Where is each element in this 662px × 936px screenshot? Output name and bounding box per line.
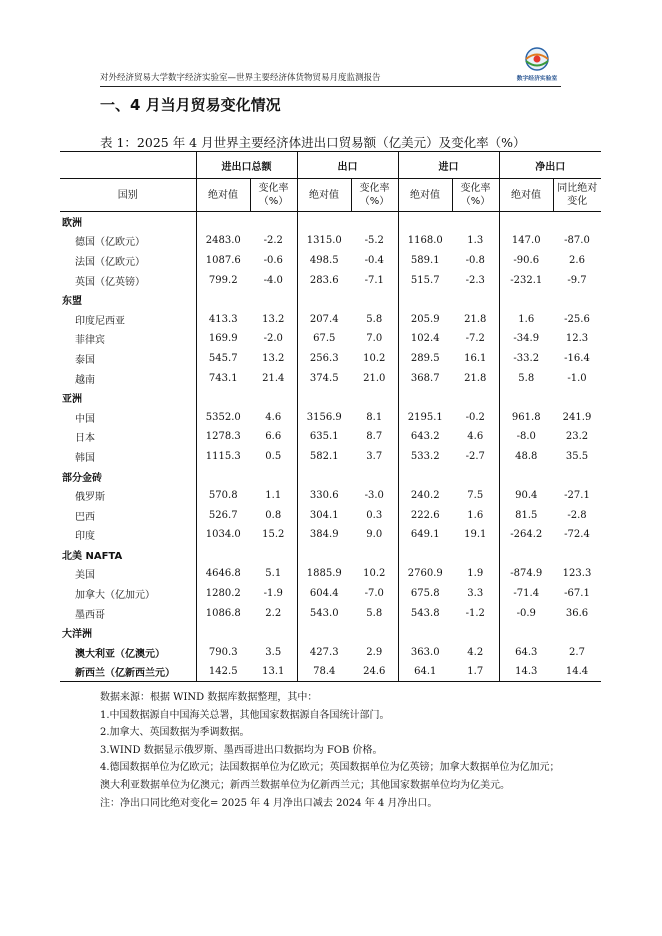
value-cell: -1.9 — [250, 584, 297, 604]
value-cell: 78.4 — [297, 662, 351, 682]
value-cell: 13.2 — [250, 309, 297, 329]
value-cell: 0.5 — [250, 447, 297, 467]
value-cell: -3.0 — [351, 486, 398, 506]
table-row — [60, 329, 601, 349]
value-cell: 7.0 — [351, 329, 398, 349]
value-cell: 35.5 — [565, 450, 589, 462]
value-cell: 1168.0 — [407, 235, 443, 247]
value-cell: 3156.9 — [306, 411, 342, 423]
value-cell: 1280.2 — [205, 588, 241, 600]
note-line: 数据来源：根据 WIND 数据库数据整理，其中： — [100, 692, 318, 703]
table-sub-header — [60, 179, 601, 212]
value-cell: -27.1 — [564, 490, 590, 502]
value-cell: 9.0 — [351, 525, 398, 545]
note-line: 1.中国数据源自中国海关总署，其他国家数据源自各国统计部门。 — [100, 709, 390, 721]
header-rate: 变化率 （%） — [250, 179, 297, 212]
table-row — [60, 349, 601, 369]
value-cell: -71.4 — [513, 588, 540, 600]
empty-cell — [398, 388, 452, 408]
value-cell: 16.1 — [452, 349, 499, 369]
value-cell: -2.3 — [452, 270, 499, 290]
value-cell: 3.3 — [452, 584, 499, 604]
value-cell: 1.9 — [452, 564, 499, 584]
empty-cell — [297, 212, 351, 232]
group-name: 北美 NAFTA — [60, 545, 196, 565]
value-cell: 363.0 — [410, 646, 440, 658]
empty-cell — [499, 388, 553, 408]
value-cell: 8.7 — [351, 427, 398, 447]
table-row — [60, 662, 601, 682]
value-cell: 90.4 — [515, 490, 538, 502]
value-cell: 283.6 — [309, 274, 339, 286]
empty-cell — [351, 623, 398, 643]
group-row — [60, 545, 601, 565]
value-cell: -0.9 — [516, 607, 536, 619]
value-cell: 2483.0 — [205, 235, 241, 247]
country-name: 澳大利亚（亿澳元） — [60, 643, 196, 663]
country-name: 韩国 — [60, 447, 196, 467]
note-line: 注：净出口同比绝对变化= 2025 年 4 月净出口减去 2024 年 4 月净出口。 — [100, 797, 438, 809]
empty-cell — [196, 212, 250, 232]
value-cell: 374.5 — [309, 372, 339, 384]
empty-cell — [553, 290, 601, 310]
empty-cell — [297, 388, 351, 408]
value-cell: 205.9 — [410, 313, 440, 325]
value-cell: -7.1 — [351, 270, 398, 290]
value-cell: 589.1 — [410, 254, 440, 266]
value-cell: 64.3 — [515, 646, 538, 658]
value-cell: 961.8 — [511, 411, 541, 423]
value-cell: 102.4 — [410, 333, 440, 345]
value-cell: -2.2 — [250, 231, 297, 251]
table-row — [60, 270, 601, 290]
value-cell: -4.0 — [250, 270, 297, 290]
table-row — [60, 603, 601, 623]
country-name: 印度 — [60, 525, 196, 545]
value-cell: -7.2 — [452, 329, 499, 349]
empty-cell — [297, 290, 351, 310]
value-cell: 304.1 — [309, 509, 339, 521]
header-text: 对外经济贸易大学数字经济实验室—世界主要经济体货物贸易月度监测报告 — [100, 73, 381, 83]
empty-cell — [297, 623, 351, 643]
empty-cell — [196, 466, 250, 486]
value-cell: 240.2 — [410, 490, 440, 502]
value-cell: 6.6 — [250, 427, 297, 447]
empty-cell — [553, 623, 601, 643]
value-cell: 545.7 — [208, 352, 238, 364]
table-row — [60, 643, 601, 663]
value-cell: 24.6 — [351, 662, 398, 682]
value-cell: -90.6 — [513, 254, 540, 266]
value-cell: 289.5 — [410, 352, 440, 364]
value-cell: 330.6 — [309, 490, 339, 502]
value-cell: -0.8 — [452, 251, 499, 271]
section-title: 一、4 月当月贸易变化情况 — [100, 96, 281, 114]
value-cell: -16.4 — [564, 352, 590, 364]
note-line: 2.加拿大、英国数据为季调数据。 — [100, 727, 250, 739]
table-row — [60, 251, 601, 271]
table-group-header — [60, 152, 601, 179]
country-name: 泰国 — [60, 349, 196, 369]
value-cell: 604.4 — [309, 588, 339, 600]
value-cell: 1278.3 — [205, 431, 241, 443]
value-cell: 543.8 — [410, 607, 440, 619]
value-cell: -5.2 — [351, 231, 398, 251]
value-cell: 1.1 — [250, 486, 297, 506]
country-name: 加拿大（亿加元） — [60, 584, 196, 604]
group-row — [60, 623, 601, 643]
country-name: 印度尼西亚 — [60, 309, 196, 329]
value-cell: 147.0 — [511, 235, 541, 247]
table-row — [60, 505, 601, 525]
empty-cell — [250, 545, 297, 565]
header-country: 国别 — [60, 179, 196, 212]
empty-cell — [196, 545, 250, 565]
value-cell: 7.5 — [452, 486, 499, 506]
value-cell: 256.3 — [309, 352, 339, 364]
value-cell: -0.4 — [351, 251, 398, 271]
empty-cell — [452, 212, 499, 232]
group-row — [60, 290, 601, 310]
value-cell: 67.5 — [313, 333, 336, 345]
value-cell: 2.9 — [351, 643, 398, 663]
header-abs: 绝对值 — [297, 179, 351, 212]
country-name: 中国 — [60, 407, 196, 427]
value-cell: 1087.6 — [205, 254, 241, 266]
globe-icon — [513, 46, 561, 74]
value-cell: 4.6 — [452, 427, 499, 447]
value-cell: 14.4 — [553, 662, 601, 682]
value-cell: 5.8 — [351, 603, 398, 623]
value-cell: -1.0 — [567, 372, 587, 384]
value-cell: 15.2 — [250, 525, 297, 545]
empty-cell — [398, 623, 452, 643]
value-cell: 1.7 — [452, 662, 499, 682]
table-row — [60, 368, 601, 388]
table-row — [60, 525, 601, 545]
value-cell: -7.0 — [351, 584, 398, 604]
value-cell: -9.7 — [567, 274, 587, 286]
value-cell: 368.7 — [410, 372, 440, 384]
value-cell: 10.2 — [351, 564, 398, 584]
note-line: 4.德国数据单位为亿欧元；法国数据单位为亿欧元；英国数据单位为亿英镑；加拿大数据单位为亿加元；澳大利亚数据单位为亿澳元；新西兰数据单位为亿新西兰元；其他国家数据单位均为亿美元。 — [100, 762, 560, 791]
value-cell: -87.0 — [564, 235, 590, 247]
header-blank — [60, 152, 196, 179]
group-name: 部分金砖 — [60, 466, 196, 486]
value-cell: 4.2 — [452, 643, 499, 663]
country-name: 越南 — [60, 368, 196, 388]
report-header — [100, 64, 561, 87]
value-cell: 1.3 — [452, 231, 499, 251]
value-cell: 0.3 — [351, 505, 398, 525]
value-cell: -264.2 — [510, 529, 543, 541]
table-caption: 表 1：2025 年 4 月世界主要经济体进出口贸易额（亿美元）及变化率（%） — [100, 135, 526, 150]
value-cell: 2760.9 — [407, 568, 443, 580]
value-cell: 543.0 — [309, 607, 339, 619]
value-cell: 1.6 — [452, 505, 499, 525]
notes — [100, 689, 562, 812]
empty-cell — [250, 290, 297, 310]
country-name: 巴西 — [60, 505, 196, 525]
empty-cell — [250, 623, 297, 643]
value-cell: 21.0 — [351, 368, 398, 388]
table-row — [60, 309, 601, 329]
value-cell: -67.1 — [564, 588, 590, 600]
value-cell: 1086.8 — [205, 607, 241, 619]
value-cell: 1315.0 — [306, 235, 342, 247]
value-cell: 5352.0 — [205, 411, 241, 423]
value-cell: 649.1 — [410, 529, 440, 541]
empty-cell — [398, 290, 452, 310]
group-name: 东盟 — [60, 290, 196, 310]
value-cell: 21.8 — [452, 309, 499, 329]
header-rate: 变化率 （%） — [452, 179, 499, 212]
value-cell: 427.3 — [309, 646, 339, 658]
value-cell: 19.1 — [452, 525, 499, 545]
empty-cell — [351, 212, 398, 232]
group-row — [60, 466, 601, 486]
value-cell: -0.6 — [250, 251, 297, 271]
value-cell: 533.2 — [410, 450, 440, 462]
empty-cell — [297, 466, 351, 486]
value-cell: 4.6 — [250, 407, 297, 427]
value-cell: 207.4 — [309, 313, 339, 325]
value-cell: 48.8 — [515, 450, 538, 462]
value-cell: 222.6 — [410, 509, 440, 521]
empty-cell — [553, 466, 601, 486]
empty-cell — [196, 290, 250, 310]
lab-logo — [513, 46, 561, 84]
group-name: 欧洲 — [60, 212, 196, 232]
table-row — [60, 564, 601, 584]
value-cell: -8.0 — [516, 431, 536, 443]
header-export: 出口 — [297, 152, 398, 179]
value-cell: 81.5 — [515, 509, 538, 521]
header-yoy: 同比绝对 变化 — [553, 179, 601, 212]
value-cell: 570.8 — [208, 490, 238, 502]
table-row — [60, 584, 601, 604]
value-cell: 23.2 — [565, 431, 589, 443]
value-cell: 36.6 — [565, 607, 589, 619]
value-cell: 13.2 — [250, 349, 297, 369]
value-cell: 3.5 — [250, 643, 297, 663]
value-cell: 12.3 — [565, 333, 589, 345]
country-name: 德国（亿欧元） — [60, 231, 196, 251]
country-name: 日本 — [60, 427, 196, 447]
value-cell: 799.2 — [208, 274, 238, 286]
value-cell: 743.1 — [208, 372, 238, 384]
group-row — [60, 212, 601, 232]
country-name: 新西兰（亿新西兰元） — [60, 662, 196, 682]
country-name: 菲律宾 — [60, 329, 196, 349]
value-cell: 64.1 — [398, 662, 452, 682]
header-net-export: 净出口 — [499, 152, 601, 179]
value-cell: 0.8 — [250, 505, 297, 525]
value-cell: 526.7 — [208, 509, 238, 521]
empty-cell — [250, 466, 297, 486]
value-cell: 1885.9 — [306, 568, 342, 580]
value-cell: 21.4 — [250, 368, 297, 388]
empty-cell — [351, 466, 398, 486]
note-line: 3.WIND 数据显示俄罗斯、墨西哥进出口数据均为 FOB 价格。 — [100, 744, 383, 756]
value-cell: 5.8 — [518, 372, 535, 384]
empty-cell — [351, 388, 398, 408]
empty-cell — [398, 212, 452, 232]
empty-cell — [452, 466, 499, 486]
table-row — [60, 231, 601, 251]
empty-cell — [351, 290, 398, 310]
country-name: 墨西哥 — [60, 603, 196, 623]
value-cell: -2.8 — [567, 509, 587, 521]
value-cell: 5.8 — [351, 309, 398, 329]
empty-cell — [250, 388, 297, 408]
table-row — [60, 407, 601, 427]
empty-cell — [553, 388, 601, 408]
value-cell: 2.2 — [250, 603, 297, 623]
header-import: 进口 — [398, 152, 499, 179]
empty-cell — [499, 290, 553, 310]
value-cell: -874.9 — [510, 568, 543, 580]
value-cell: 498.5 — [309, 254, 339, 266]
value-cell: 643.2 — [410, 431, 440, 443]
empty-cell — [196, 623, 250, 643]
empty-cell — [499, 466, 553, 486]
empty-cell — [499, 623, 553, 643]
value-cell: 14.3 — [499, 662, 553, 682]
empty-cell — [398, 545, 452, 565]
empty-cell — [499, 212, 553, 232]
value-cell: 384.9 — [309, 529, 339, 541]
value-cell: 10.2 — [351, 349, 398, 369]
table-row — [60, 486, 601, 506]
value-cell: 790.3 — [208, 646, 238, 658]
value-cell: 635.1 — [309, 431, 339, 443]
empty-cell — [351, 545, 398, 565]
value-cell: -232.1 — [510, 274, 543, 286]
value-cell: 4646.8 — [205, 568, 241, 580]
value-cell: 1034.0 — [205, 529, 241, 541]
value-cell: -25.6 — [564, 313, 590, 325]
value-cell: 413.3 — [208, 313, 238, 325]
value-cell: 5.1 — [250, 564, 297, 584]
value-cell: 1115.3 — [205, 450, 241, 462]
value-cell: -33.2 — [513, 352, 540, 364]
table-body — [60, 212, 601, 682]
logo-text: 数字经济实验室 — [516, 76, 558, 82]
empty-cell — [452, 388, 499, 408]
value-cell: 169.9 — [208, 333, 238, 345]
header-abs: 绝对值 — [196, 179, 250, 212]
empty-cell — [297, 545, 351, 565]
value-cell: 675.8 — [410, 588, 440, 600]
empty-cell — [452, 623, 499, 643]
value-cell: 2.6 — [569, 254, 585, 266]
country-name: 法国（亿欧元） — [60, 251, 196, 271]
value-cell: 142.5 — [196, 662, 250, 682]
trade-table — [60, 151, 601, 682]
value-cell: -2.7 — [452, 447, 499, 467]
value-cell: -0.2 — [452, 407, 499, 427]
value-cell: -1.2 — [452, 603, 499, 623]
value-cell: 8.1 — [351, 407, 398, 427]
group-row — [60, 388, 601, 408]
value-cell: 3.7 — [351, 447, 398, 467]
value-cell: 13.1 — [250, 662, 297, 682]
empty-cell — [553, 212, 601, 232]
value-cell: -72.4 — [564, 529, 590, 541]
value-cell: 21.8 — [452, 368, 499, 388]
empty-cell — [452, 545, 499, 565]
empty-cell — [250, 212, 297, 232]
header-total: 进出口总额 — [196, 152, 297, 179]
group-name: 亚洲 — [60, 388, 196, 408]
empty-cell — [196, 388, 250, 408]
header-rate: 变化率 （%） — [351, 179, 398, 212]
table-row — [60, 447, 601, 467]
empty-cell — [553, 545, 601, 565]
empty-cell — [452, 290, 499, 310]
empty-cell — [499, 545, 553, 565]
country-name: 俄罗斯 — [60, 486, 196, 506]
value-cell: 123.3 — [562, 568, 592, 580]
header-abs: 绝对值 — [398, 179, 452, 212]
empty-cell — [398, 466, 452, 486]
value-cell: 2.7 — [569, 646, 585, 658]
value-cell: 515.7 — [410, 274, 440, 286]
header-abs: 绝对值 — [499, 179, 553, 212]
country-name: 英国（亿英镑） — [60, 270, 196, 290]
value-cell: 241.9 — [562, 411, 592, 423]
group-name: 大洋洲 — [60, 623, 196, 643]
value-cell: -2.0 — [250, 329, 297, 349]
value-cell: -34.9 — [513, 333, 540, 345]
value-cell: 582.1 — [309, 450, 339, 462]
value-cell: 1.6 — [518, 313, 535, 325]
country-name: 美国 — [60, 564, 196, 584]
table-row — [60, 427, 601, 447]
value-cell: 2195.1 — [407, 411, 443, 423]
